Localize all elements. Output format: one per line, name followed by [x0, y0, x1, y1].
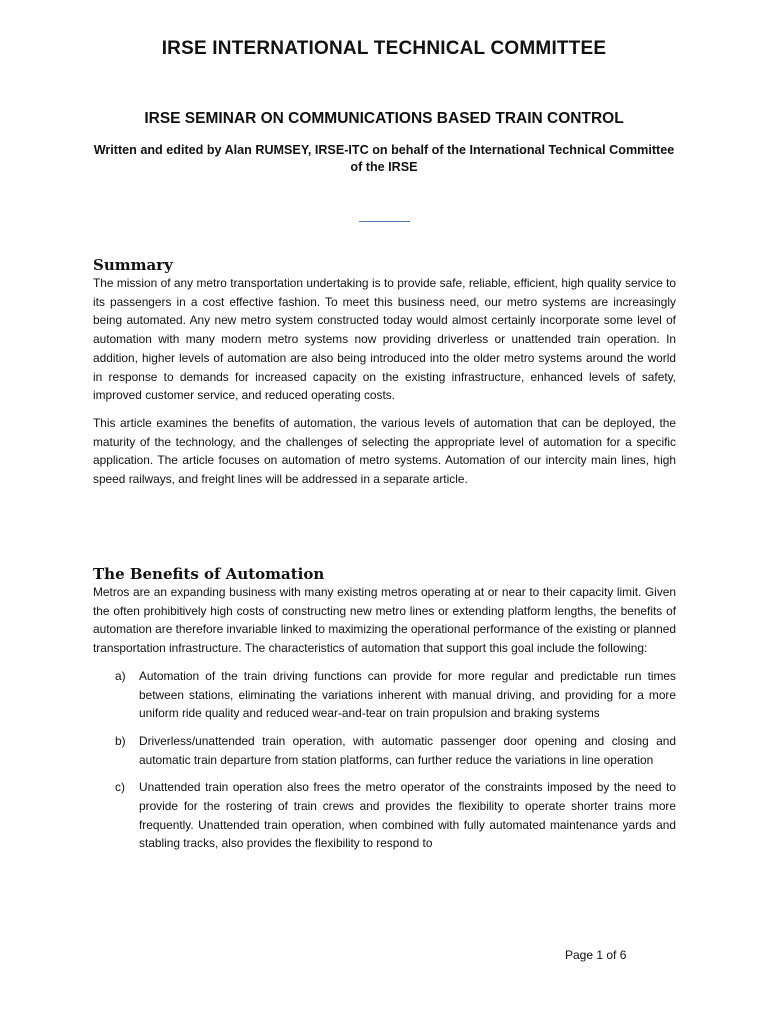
document-title: IRSE INTERNATIONAL TECHNICAL COMMITTEE — [161, 38, 607, 59]
summary-paragraph: The mission of any metro transportation undertaking is to provide safe, reliable, efficient, high quality service to its passengers in a cost effective fashion. To meet this business need, our metro systems are increasingly being automated. Any new metro system constructed today would almost certainly incorporate some level of automation with many modern metro systems now providing driverless or unattended train operation. In addition, higher levels of automation are also being introduced into the older metro systems around the world in response to demands for increased capacity on the existing infrastructure, enhanced levels of safety, improved customer service, and reduced operating costs. — [93, 276, 676, 403]
list-item-text: Driverless/unattended train operation, with automatic passenger door opening and closing and automatic train departure from station platforms, can further reduce the variations in line operation — [139, 733, 676, 767]
list-marker: c) — [115, 780, 125, 795]
benefits-intro: Metros are an expanding business with many existing metros operating at or near to their capacity limit. Given the often prohibitively high costs of constructing new metro lines or extending platform lengths, the benefits of automation are therefore invariable linked to maximizing the operational performance of the existing or planned transportation infrastructure. The characteristics of automation that support this goal include the following: — [93, 585, 676, 656]
benefits-heading: The Benefits of Automation — [93, 565, 325, 583]
summary-heading: Summary — [93, 256, 173, 274]
list-item — [93, 667, 676, 723]
list-marker: b) — [115, 733, 126, 748]
page-number: Page 1 of 6 — [565, 948, 627, 962]
list-item-text: Automation of the train driving functions can provide for more regular and predictable run times between stations, eliminating the variations inherent with manual driving, and providing for a more uniform ride quality and reduced wear-and-tear on train propulsion and braking systems — [139, 668, 676, 721]
summary-paragraph: This article examines the benefits of automation, the various levels of automation that can be deployed, the maturity of the technology, and the challenges of selecting the appropriate level of automation for a specific application. The article focuses on automation of metro systems. Automation of our intercity main lines, high speed railways, and freight lines will be addressed in a separate article. — [93, 415, 676, 487]
document-subtitle: IRSE SEMINAR ON COMMUNICATIONS BASED TRAIN CONTROL — [144, 110, 624, 127]
list-item — [93, 778, 676, 853]
benefits-list — [93, 667, 676, 853]
benefits-section — [93, 565, 676, 862]
list-item — [93, 732, 676, 769]
author-byline: Written and edited by Alan RUMSEY, IRSE-ITC on behalf of the International Technical Committee of the IRSE — [93, 143, 675, 174]
title-divider — [359, 221, 410, 222]
list-item-text: Unattended train operation also frees the metro operator of the constraints imposed by the need to provide for the rostering of train crews and provides the flexibility to operate shorter trains more frequently. Unattended train operation, when combined with fully automated maintenance yards and stabling tracks, also provides the flexibility to respond to — [139, 780, 676, 851]
summary-section — [93, 256, 676, 489]
list-marker: a) — [115, 668, 126, 683]
